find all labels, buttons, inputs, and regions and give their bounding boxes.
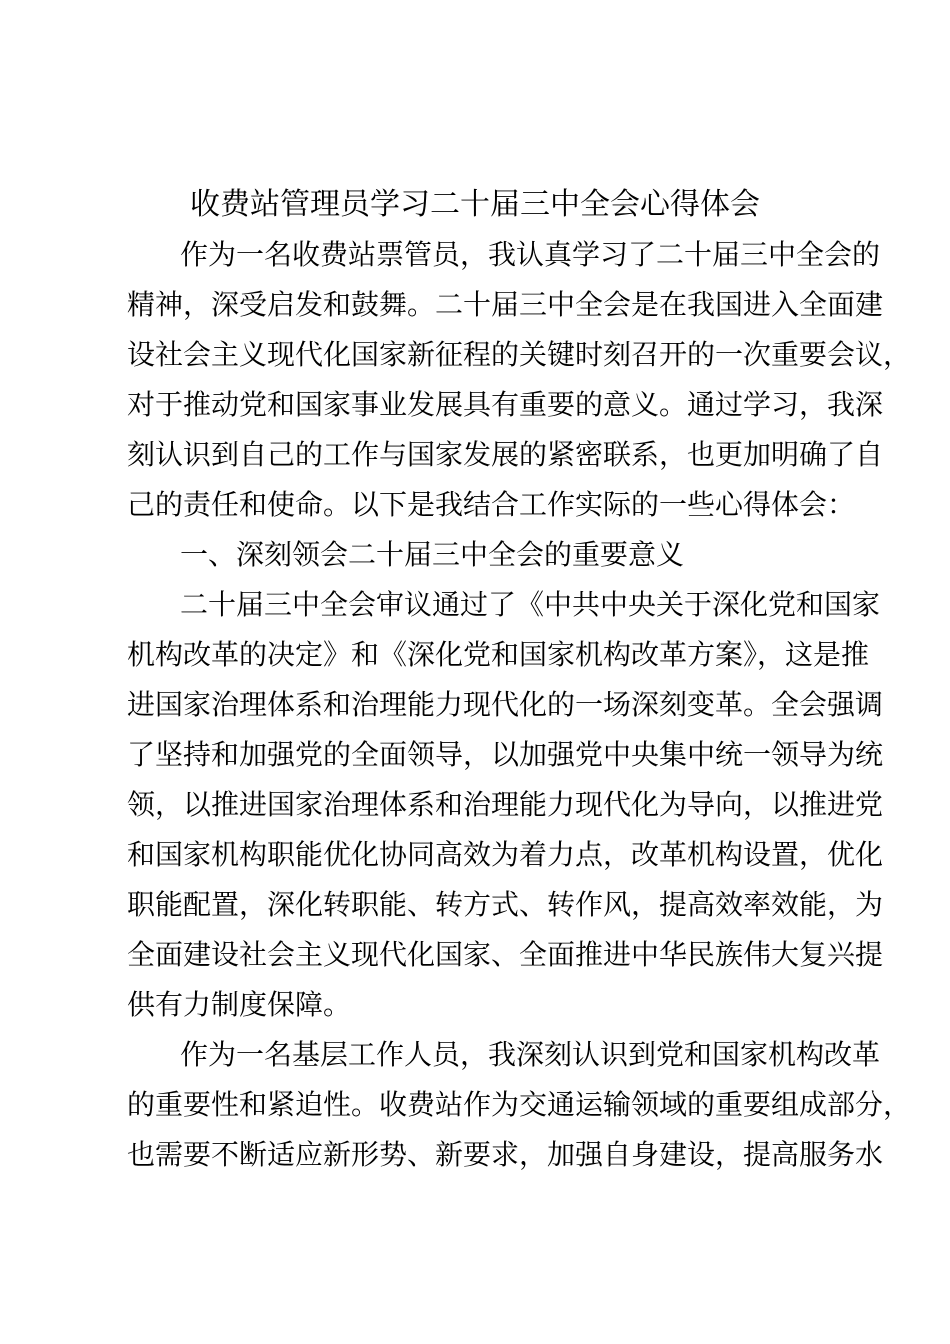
document-title: 收费站管理员学习二十届三中全会心得体会 [190,187,760,222]
section-heading: 一、深刻领会二十届三中全会的重要意义 [180,538,685,571]
paragraph-line: 对于推动党和国家事业发展具有重要的意义。通过学习，我深 [127,388,884,421]
paragraph-line: 也需要不断适应新形势、新要求，加强自身建设，提高服务水 [127,1138,884,1171]
paragraph-line: 二十届三中全会审议通过了《中共中央关于深化党和国家 [180,588,881,621]
paragraph-line: 了坚持和加强党的全面领导，以加强党中央集中统一领导为统 [127,738,884,771]
paragraph-line: 进国家治理体系和治理能力现代化的一场深刻变革。全会强调 [127,688,884,721]
paragraph-line: 精神，深受启发和鼓舞。二十届三中全会是在我国进入全面建 [127,288,884,321]
paragraph-line: 职能配置，深化转职能、转方式、转作风，提高效率效能，为 [127,888,884,921]
paragraph-line: 刻认识到自己的工作与国家发展的紧密联系，也更加明确了自 [127,438,884,471]
paragraph-line: 供有力制度保障。 [127,988,352,1021]
paragraph-line: 机构改革的决定》和《深化党和国家机构改革方案》，这是推 [127,638,870,671]
paragraph-line: 设社会主义现代化国家新征程的关键时刻召开的一次重要会议， [127,338,912,371]
paragraph-line: 和国家机构职能优化协同高效为着力点，改革机构设置，优化 [127,838,884,871]
paragraph-line: 作为一名基层工作人员，我深刻认识到党和国家机构改革 [180,1038,881,1071]
paragraph-line: 全面建设社会主义现代化国家、全面推进中华民族伟大复兴提 [127,938,884,971]
paragraph-line: 己的责任和使命。以下是我结合工作实际的一些心得体会： [127,488,856,521]
paragraph-line: 领，以推进国家治理体系和治理能力现代化为导向，以推进党 [127,788,884,821]
paragraph-line: 作为一名收费站票管员，我认真学习了二十届三中全会的 [180,238,881,271]
paragraph-line: 的重要性和紧迫性。收费站作为交通运输领域的重要组成部分， [127,1088,912,1121]
